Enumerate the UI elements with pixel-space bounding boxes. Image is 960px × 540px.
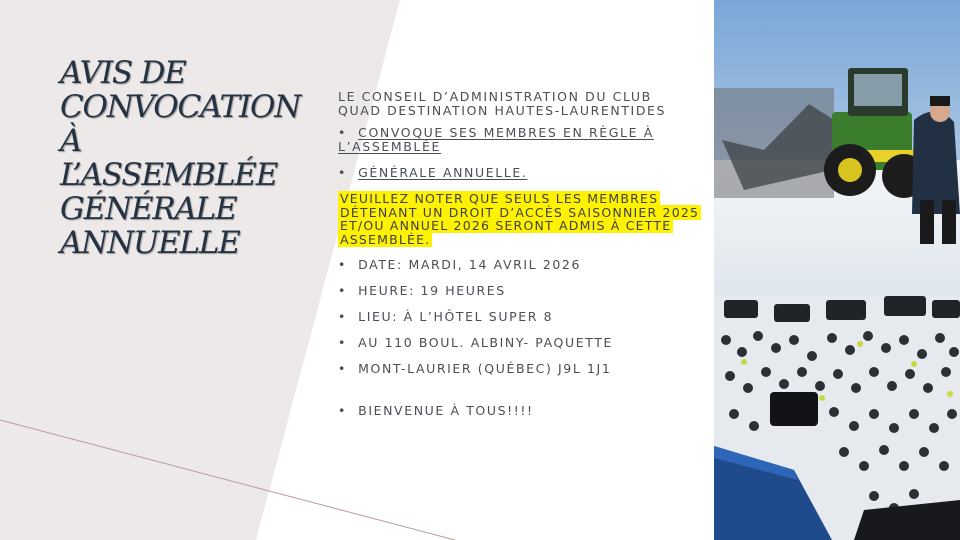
notice-paragraph — [338, 192, 710, 246]
intro-line: LE CONSEIL D’ADMINISTRATION DU CLUB — [338, 89, 652, 104]
slide-title — [60, 56, 330, 260]
bullet: • — [338, 335, 347, 350]
bienvenue-text: BIENVENUE À TOUS!!!! — [358, 403, 534, 418]
title-line: CONVOCATION — [60, 89, 301, 125]
title-line: ANNUELLE — [60, 225, 240, 261]
ville-text: MONT-LAURIER (QUÉBEC) J9L 1J1 — [358, 361, 612, 376]
bullet: • — [338, 361, 347, 376]
date-text: DATE: MARDI, 14 AVRIL 2026 — [358, 257, 582, 272]
convoque-text: CONVOQUE SES MEMBRES EN RÈGLE À L’ASSEMBLÉE — [338, 125, 654, 154]
generale-item — [338, 166, 710, 180]
bullet: • — [338, 257, 347, 272]
adresse-text: AU 110 BOUL. ALBINY- PAQUETTE — [358, 335, 613, 350]
heure-text: HEURE: 19 HEURES — [358, 283, 506, 298]
bienvenue-item — [338, 403, 710, 418]
intro-line: QUAD DESTINATION HAUTES-LAURENTIDES — [338, 103, 667, 118]
crowd-photo — [714, 296, 960, 540]
bullet: • — [338, 309, 347, 324]
ville-item — [338, 361, 710, 376]
body-text — [338, 90, 710, 429]
adresse-item — [338, 335, 710, 350]
bullet: • — [338, 403, 347, 418]
title-line: GÉNÉRALE — [60, 191, 237, 227]
bullet: • — [338, 283, 347, 298]
title-line: AVIS DE — [60, 55, 186, 91]
spacer — [338, 387, 710, 403]
bullet: • — [338, 125, 347, 140]
highlighted-notice: VEUILLEZ NOTER QUE SEULS LES MEMBRES DÉTENANT UN DROIT D’ACCÈS SAISONNIER 2025 ET/OU ANNUEL 2026 SERONT ADMIS À CETTE ASSEMBLÉE. — [340, 191, 700, 247]
lieu-item — [338, 309, 710, 324]
heure-item — [338, 283, 710, 298]
event-photo — [714, 0, 960, 540]
generale-text: GÉNÉRALE ANNUELLE. — [358, 165, 528, 180]
title-line: L’ASSEMBLÉE — [60, 157, 278, 193]
tractor-photo — [714, 0, 960, 296]
intro-paragraph — [338, 90, 710, 118]
bullet: • — [338, 165, 347, 180]
title-line: À — [60, 123, 82, 159]
lieu-text: LIEU: À L’HÔTEL SUPER 8 — [358, 309, 554, 324]
date-item — [338, 257, 710, 272]
convoque-item — [338, 126, 710, 154]
